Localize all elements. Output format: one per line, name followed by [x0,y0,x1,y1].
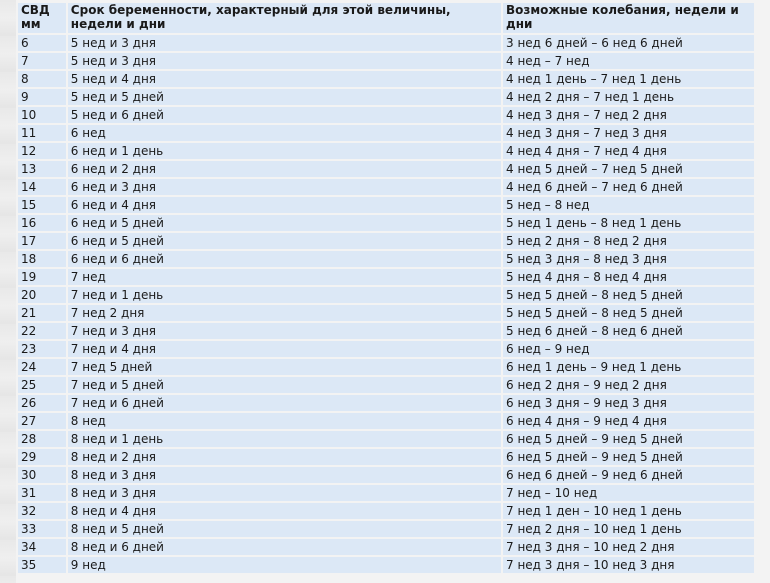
cell-svd: 8 [18,71,66,87]
cell-term: 5 нед и 4 дня [68,71,501,87]
cell-range: 4 нед 3 дня – 7 нед 2 дня [503,107,754,123]
cell-svd: 23 [18,341,66,357]
cell-range: 4 нед 5 дней – 7 нед 5 дней [503,161,754,177]
cell-range: 5 нед 5 дней – 8 нед 5 дней [503,287,754,303]
cell-svd: 17 [18,233,66,249]
cell-range: 7 нед 2 дня – 10 нед 1 день [503,521,754,537]
table-row [18,377,754,393]
table-header-row [18,3,754,33]
cell-term: 7 нед 2 дня [68,305,501,321]
table-row [18,431,754,447]
cell-svd: 15 [18,197,66,213]
cell-svd: 24 [18,359,66,375]
cell-svd: 10 [18,107,66,123]
cell-svd: 18 [18,251,66,267]
cell-range: 5 нед 1 день – 8 нед 1 день [503,215,754,231]
cell-term: 7 нед 5 дней [68,359,501,375]
cell-range: 3 нед 6 дней – 6 нед 6 дней [503,35,754,51]
cell-term: 6 нед и 1 день [68,143,501,159]
cell-term: 8 нед и 6 дней [68,539,501,555]
cell-term: 7 нед и 4 дня [68,341,501,357]
cell-term: 6 нед и 2 дня [68,161,501,177]
cell-term: 5 нед и 6 дней [68,107,501,123]
cell-term: 8 нед и 3 дня [68,485,501,501]
table-row [18,179,754,195]
table-row [18,395,754,411]
cell-term: 6 нед [68,125,501,141]
cell-term: 6 нед и 4 дня [68,197,501,213]
table-row [18,143,754,159]
cell-term: 7 нед и 1 день [68,287,501,303]
cell-term: 5 нед и 3 дня [68,35,501,51]
cell-term: 6 нед и 5 дней [68,215,501,231]
cell-range: 5 нед 6 дней – 8 нед 6 дней [503,323,754,339]
column-header-svd: СВД мм [18,3,66,33]
cell-svd: 26 [18,395,66,411]
table-row [18,107,754,123]
table-row [18,35,754,51]
table-row [18,323,754,339]
cell-term: 8 нед и 4 дня [68,503,501,519]
table-row [18,215,754,231]
table-row [18,161,754,177]
cell-range: 4 нед 3 дня – 7 нед 3 дня [503,125,754,141]
cell-range: 6 нед 5 дней – 9 нед 5 дней [503,431,754,447]
cell-range: 7 нед 3 дня – 10 нед 3 дня [503,557,754,573]
cell-term: 8 нед [68,413,501,429]
cell-term: 6 нед и 3 дня [68,179,501,195]
cell-range: 7 нед 1 ден – 10 нед 1 день [503,503,754,519]
decorative-border [0,0,16,583]
cell-svd: 22 [18,323,66,339]
cell-svd: 21 [18,305,66,321]
table-row [18,539,754,555]
cell-svd: 13 [18,161,66,177]
cell-svd: 12 [18,143,66,159]
table-row [18,71,754,87]
cell-range: 6 нед 2 дня – 9 нед 2 дня [503,377,754,393]
gestation-table [16,1,756,575]
cell-term: 6 нед и 5 дней [68,233,501,249]
cell-svd: 28 [18,431,66,447]
cell-range: 6 нед – 9 нед [503,341,754,357]
table-body [18,35,754,573]
cell-term: 8 нед и 5 дней [68,521,501,537]
cell-range: 4 нед – 7 нед [503,53,754,69]
cell-range: 7 нед – 10 нед [503,485,754,501]
table-row [18,287,754,303]
cell-range: 5 нед 5 дней – 8 нед 5 дней [503,305,754,321]
table-row [18,485,754,501]
table-row [18,197,754,213]
cell-term: 8 нед и 1 день [68,431,501,447]
table-row [18,89,754,105]
table-row [18,305,754,321]
table-row [18,557,754,573]
table-row [18,53,754,69]
table-row [18,413,754,429]
cell-range: 6 нед 4 дня – 9 нед 4 дня [503,413,754,429]
cell-range: 5 нед 4 дня – 8 нед 4 дня [503,269,754,285]
cell-svd: 34 [18,539,66,555]
table-row [18,503,754,519]
table-row [18,233,754,249]
cell-term: 7 нед и 3 дня [68,323,501,339]
table-row [18,251,754,267]
cell-svd: 33 [18,521,66,537]
cell-svd: 19 [18,269,66,285]
cell-svd: 30 [18,467,66,483]
table-row [18,341,754,357]
table-row [18,467,754,483]
cell-svd: 6 [18,35,66,51]
cell-range: 5 нед 2 дня – 8 нед 2 дня [503,233,754,249]
table-row [18,125,754,141]
cell-term: 9 нед [68,557,501,573]
cell-range: 4 нед 2 дня – 7 нед 1 день [503,89,754,105]
cell-range: 6 нед 1 день – 9 нед 1 день [503,359,754,375]
cell-svd: 16 [18,215,66,231]
cell-svd: 7 [18,53,66,69]
cell-range: 5 нед 3 дня – 8 нед 3 дня [503,251,754,267]
table-row [18,269,754,285]
cell-svd: 32 [18,503,66,519]
cell-range: 4 нед 1 день – 7 нед 1 день [503,71,754,87]
cell-range: 5 нед – 8 нед [503,197,754,213]
column-header-range: Возможные колебания, недели и дни [503,3,754,33]
cell-range: 6 нед 6 дней – 9 нед 6 дней [503,467,754,483]
cell-term: 5 нед и 3 дня [68,53,501,69]
column-header-term: Срок беременности, характерный для этой величины, недели и дни [68,3,501,33]
cell-range: 7 нед 3 дня – 10 нед 2 дня [503,539,754,555]
cell-term: 7 нед и 6 дней [68,395,501,411]
cell-svd: 20 [18,287,66,303]
cell-svd: 29 [18,449,66,465]
cell-svd: 11 [18,125,66,141]
cell-range: 4 нед 4 дня – 7 нед 4 дня [503,143,754,159]
cell-svd: 9 [18,89,66,105]
cell-range: 4 нед 6 дней – 7 нед 6 дней [503,179,754,195]
cell-svd: 35 [18,557,66,573]
cell-term: 7 нед [68,269,501,285]
cell-term: 7 нед и 5 дней [68,377,501,393]
cell-term: 8 нед и 2 дня [68,449,501,465]
table-row [18,449,754,465]
cell-svd: 25 [18,377,66,393]
cell-svd: 27 [18,413,66,429]
cell-term: 5 нед и 5 дней [68,89,501,105]
cell-range: 6 нед 5 дней – 9 нед 5 дней [503,449,754,465]
table-row [18,359,754,375]
cell-term: 8 нед и 3 дня [68,467,501,483]
cell-term: 6 нед и 6 дней [68,251,501,267]
cell-range: 6 нед 3 дня – 9 нед 3 дня [503,395,754,411]
table-row [18,521,754,537]
cell-svd: 31 [18,485,66,501]
cell-svd: 14 [18,179,66,195]
